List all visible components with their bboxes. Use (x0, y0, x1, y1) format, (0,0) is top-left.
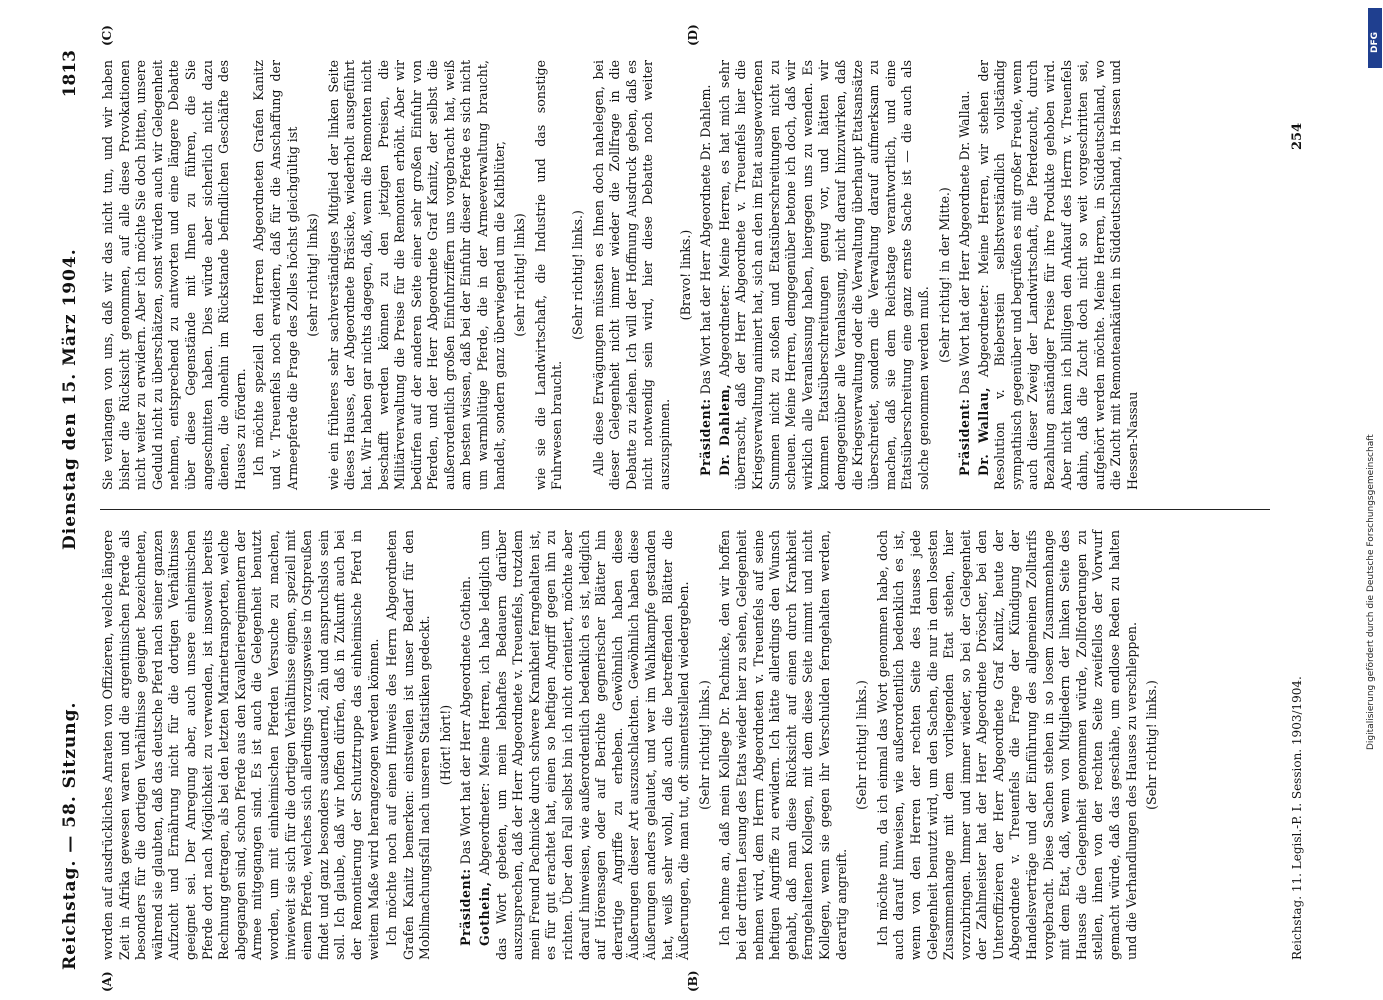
speaker-intro (458, 530, 475, 960)
right-column (100, 60, 1144, 490)
speaker-label: Dr. Dahlem, (716, 383, 732, 476)
margin-marker-c: (C) (100, 25, 114, 46)
margin-marker-b: (B) (686, 970, 700, 992)
footer-session: Reichstag. 11. Legisl.-P. I. Session. 1903/1904. (1290, 676, 1304, 960)
reaction: (Bravo! links.) (677, 229, 693, 321)
page-header (50, 50, 90, 970)
reaction: (Sehr richtig! links.) (696, 680, 712, 810)
paragraph: Alle diese Erwägungen müssten es Ihnen doch nahelegen, bei dieser Gelegenheit nicht immer wieder die Zollfrage in die Debatte zu ziehen. Ich will der Hoffnung Ausdruck geben, daß es nicht notwendig sein wird, hier diese Debatte noch weiter auszuspinnen. (590, 60, 672, 490)
paragraph: wie sie die Landwirtschaft, die Industrie und das sonstige Fuhrwesen braucht. (532, 60, 565, 490)
speaker-intro (957, 60, 974, 490)
reaction: (Sehr richtig! in der Mitte.) (936, 187, 952, 363)
reaction: (Hört! hört!) (437, 704, 453, 786)
margin-marker-a: (A) (100, 971, 114, 992)
paragraph: wie ein früheres sehr sachverständiges Mitglied der linken Seite dieses Hauses, der Abgeordnete Bräsicke, wiederholt ausgeführt hat. Wir haben gar nichts dagegen, daß, wenn die Remonten nicht beschafft werden können zu den jetzigen Preisen, die Militärverwaltung die Preise für die Remonten erhöht. Aber wir bedürfen auf der anderen Seite einer sehr großen Einfuhr von Pferden, und der Herr Abgeordnete Graf Kanitz, der selbst die außerordentlich großen Einfuhrziffern uns vorgebracht hat, weiß am besten wissen, daß bei der Einfuhr dieser Pferde es sich nicht um warmblütige Pferde, die in der Armeeverwaltung braucht, handelt, sondern ganz überwiegend um die Kaltblüter, (325, 60, 507, 490)
digitization-note: Digitalisierung gefördert durch die Deutsche Forschungsgemeinschaft (1366, 434, 1376, 750)
column-divider (100, 509, 1270, 510)
speech-text: Abgeordneter: Meine Herren, ich habe lediglich um das Wort gebeten, um mein lebhaftes Bedauern darüber auszusprechen, daß der Herr Abgeordnete v. Treuenfels, trotzdem mein Freund Pachnicke durch schwere Krankheit ferngehalten ist, es für gut erachtet hat, einen so heftigen Angriff gegen ihn zu richten. Über den Fall selbst bin ich nicht orientiert, möchte aber darauf hinweisen, wie außerordentlich bedenklich es ist, lediglich auf Hörensagen oder auf Berichte gegnerischer Blätter hin derartige Angriffe zu erheben. Gewöhnlich haben diese Äußerungen dieser Art auszuschlachten. Gewöhnlich haben diese Äußerungen anders gelautet, und wer im Wahlkampfe gestanden hat, weiß sehr wohl, daß auch die betreffenden Blätter die Äußerungen, die man tut, oft sinnentstellend wiedergeben. (477, 530, 692, 960)
speaker-intro (698, 60, 715, 490)
speaker-text: Das Wort hat der Herr Abgeordnete Dr. Wallau. (957, 90, 973, 395)
speech (477, 530, 693, 960)
header-title: Reichstag. — 58. Sitzung. (60, 701, 80, 970)
speaker-label: Dr. Wallau, (975, 386, 991, 476)
header-date: Dienstag den 15. März 1904. (60, 248, 80, 550)
speaker-label: Präsident: (957, 398, 973, 476)
reaction: (sehr richtig! links) (512, 213, 528, 337)
left-column (100, 530, 1165, 960)
speaker-label: Präsident: (458, 868, 474, 946)
speech-text: Abgeordneter: Meine Herren, es hat mich sehr überrascht, daß der Herr Abgeordnete v. Treuenfels hier die Kriegsverwaltung animiert hat, sich an den im Etat ausgeworfenen Summen nicht zu stoßen und Etatsüberschreitungen nicht zu scheuen. Meine Herren, demgegenüber betone ich doch, daß wir wirklich alle Veranlassung haben, hiergegen uns zu wenden. Es kommen Etatsüberschreitungen genug vor, und hätten wir demgegenüber alle Veranlassung, nicht darauf hinzuwirken, daß die Kriegsverwaltung oder die Verwaltung überhaupt Etatsansätze überschreitet, sondern die Verwaltung darauf aufmerksam zu machen, daß sie dem Reichstage verantwortlich, und eine Etatsüberschreitung eine ganz ernste Sache ist — die auch als solche genommen werden muß. (716, 59, 931, 490)
speech-text: Abgeordneter: Meine Herren, wir stehen der Resolution v. Bieberstein selbstverständlich vollständig sympathisch gegenüber und begrüßen es mit großer Freude, wenn auch dieser Zweig der Landwirtschaft, die Pferdezucht, durch Bezahlung anständiger Preise für ihre Produkte gehoben wird. Aber nicht kann ich billigen den Ankauf des Herrn v. Treuenfels dahin, daß die Zucht doch nicht so weit vorgeschritten sei, aufgehört werden möchte. Meine Herren, in Süddeutschland, wo die Zucht mit Remonteankäufen in Süddeutschland, in Hessen und Hessen-Nassau (975, 60, 1141, 490)
speech (976, 60, 1142, 490)
speaker-label: Gothein, (477, 881, 493, 946)
speaker-text: Das Wort hat der Herr Abgeordnete Gothein. (458, 576, 474, 865)
reaction: (Sehr richtig! links.) (1144, 680, 1160, 810)
reaction: (Sehr richtig! links.) (854, 680, 870, 810)
paragraph: Ich möchte speziell den Herren Abgeordneten Grafen Kanitz und v. Treuenfels noch erwidern, daß für die Anschaffung der Armeepferde die Frage des Zolles höchst gleichgültig ist (251, 60, 300, 490)
paragraph: Ich möchte noch auf einen Hinweis des Herrn Abgeordneten Grafen Kanitz bemerken: einstweilen ist unser Bedarf für den Mobilmachungsfall nach unseren Statistiken gedeckt. (384, 530, 433, 960)
speech (717, 60, 933, 490)
paragraph: worden auf ausdrückliches Anraten von Offizieren, welche längere Zeit in Afrika gewesen waren und die argentinischen Pferde als besonders für die dortigen Verhältnisse geeignet bezeichneten, während sie glaubten, daß das deutsche Pferd nach seiner ganzen Aufzucht und Ernährung nicht für die dortigen Verhältnisse geeignet sei. Der Anregung aber, auch unsere einheimischen Pferde dort nach Möglichkeit zu verwenden, ist insoweit bereits Rechnung getragen, als bei den letzten Marinetransporten, welche abgegangen sind, schon Pferde aus den Kavallerieregimentern der Armee mitgegangen sind. Es ist auch die Gelegenheit benutzt worden, um mit einheimischen Pferden Versuche zu machen, inwieweit sie sich für die dortigen Verhältnisse eignen, speziell mit einem Pferde, welches sich allerdings vorzugsweise in Ostpreußen findet und ganz besonders ausdauernd, zäh und anspruchslos sein soll. Ich glaube, daß wir hoffen dürfen, daß in Zukunft auch bei der Remontierung der Schutztruppe das einheimische Pferd in weitem Maße wird herangezogen werden können. (100, 530, 381, 960)
reaction: (Sehr richtig! links.) (570, 210, 586, 340)
paragraph: Ich möchte nun, da ich einmal das Wort genommen habe, doch auch darauf hinweisen, wie außerordentlich bedenklich es ist, wenn von den Herren der rechten Seite des Hauses jede Gelegenheit benutzt wird, um den Sachen, die nur in dem losesten Zusammenhange mit dem vorliegenden Etat stehen, hier vorzubringen. Immer und immer wieder, so bei der Gelegenheit der Zahlmeister hat der Herr Abgeordnete Dröscher, bei den Unteroffizieren der Herr Abgeordnete Graf Kanitz, heute der Abgeordnete v. Treuenfels die Frage der Kündigung der Handelsverträge und der Einführung des allgemeinen Zolltarifs vorgebracht. Diese Sachen stehen in so losem Zusammenhange mit dem Etat, daß, wenn von Mitgliedern der linken Seite des Hauses die Gelegenheit genommen würde, Zollforderungen zu stellen, ihnen von der rechten Seite zweifellos der Vorwurf gemacht würde, daß das geschähe, um endlose Reden zu halten und die Verhandlungen des Hauses zu verschleppen. (874, 530, 1139, 960)
margin-marker-d: (D) (686, 24, 700, 46)
document-page (0, 20, 1383, 1000)
speaker-label: Präsident: (698, 398, 714, 476)
footer-sheet-number: 254 (1290, 122, 1305, 150)
speaker-text: Das Wort hat der Herr Abgeordnete Dr. Dahlem. (698, 84, 714, 395)
reaction: (sehr richtig! links) (305, 213, 321, 337)
paragraph: Ich nehme an, daß mein Kollege Dr. Pachnicke, den wir hoffen bei der dritten Lesung des Etats wieder hier zu sehen, Gelegenheit nehmen wird, dem Herrn Abgeordneten v. Treuenfels auf seine heftigen Angriffe zu erwidern. Ich hätte allerdings den Wunsch gehabt, daß man diese Rücksicht auf einen durch Krankheit ferngehaltenen Kollegen, mit dem diese Seite nimmt und nicht Kollegen, wenn sie gegen ihr Verschulden ferngehalten werden, derartig angreift. (717, 530, 849, 960)
paragraph: Sie verlangen von uns, daß wir das nicht tun, und wir haben bisher die Rücksicht genommen, auf alle diese Provokationen nicht weiter zu erwidern. Aber ich möchte Sie doch bitten, unsere Geduld nicht zu überschätzen, sonst würden auch wir Gelegenheit nehmen, entsprechend zu antworten und eine längere Debatte über diese Gegenstände mit Ihnen zu führen, die Sie angeschnitten haben. Dies würde aber sicherlich nicht dazu dienen, die ohnehin im Rückstande befindlichen Geschäfte des Hauses zu fördern. (100, 60, 248, 490)
dfg-logo-text: DFG (1370, 31, 1380, 53)
dfg-logo (1368, 8, 1382, 68)
page-number: 1813 (60, 50, 80, 98)
